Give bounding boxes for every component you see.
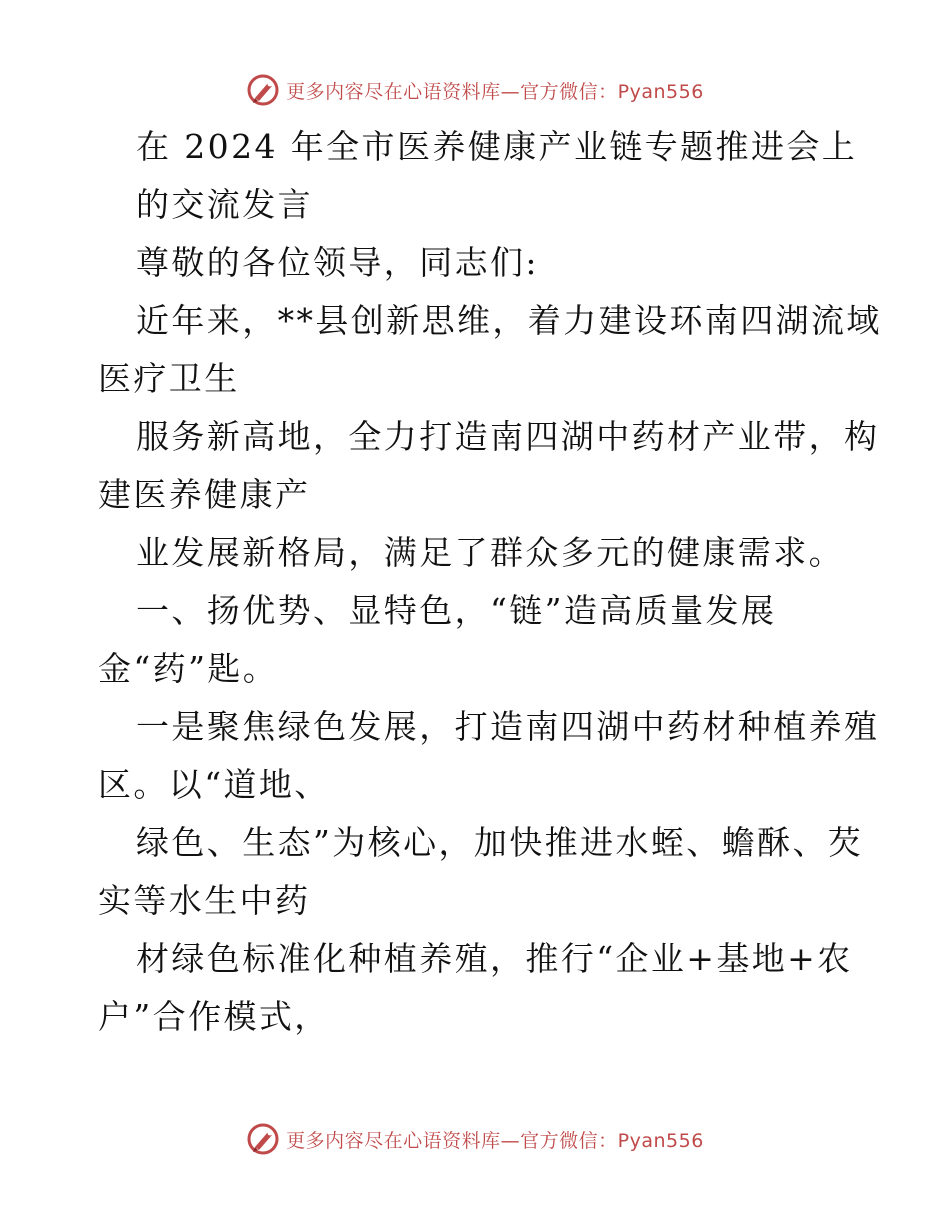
doc-paragraph-line: 绿色、生态”为核心，加快推进水蛭、蟾酥、芡: [136, 823, 864, 862]
pen-logo-icon: [246, 1122, 280, 1156]
doc-paragraph-line: 材绿色标准化种植养殖，推行“企业+基地+农: [136, 939, 853, 978]
doc-paragraph-line: 近年来，**县创新思维，着力建设环南四湖流域: [136, 301, 882, 340]
watermark-bottom: [0, 1119, 950, 1159]
watermark-text: 更多内容尽在心语资料库—官方微信：Pyan556: [286, 1129, 704, 1152]
doc-section-heading: 一、扬优势、显特色，“链”造高质量发展: [136, 591, 777, 630]
doc-title-line-1: 在 2024 年全市医养健康产业链专题推进会上: [136, 127, 858, 166]
doc-paragraph-line: 服务新高地，全力打造南四湖中药材产业带，构: [136, 417, 880, 456]
document-body: [98, 118, 882, 1046]
doc-paragraph-line: 一是聚焦绿色发展，打造南四湖中药材种植养殖: [136, 707, 880, 746]
doc-paragraph-line: 区。以“道地、: [98, 765, 330, 804]
watermark-top: [0, 70, 950, 110]
doc-paragraph-line: 建医养健康产: [98, 475, 311, 514]
watermark-text: 更多内容尽在心语资料库—官方微信：Pyan556: [286, 80, 704, 103]
doc-title-line-2: 的交流发言: [136, 185, 313, 224]
doc-paragraph-line: 医疗卫生: [98, 359, 240, 398]
pen-logo-icon: [246, 73, 280, 107]
doc-salutation: 尊敬的各位领导，同志们:: [136, 243, 539, 282]
doc-section-heading-cont: 金“药”匙。: [98, 649, 279, 688]
doc-paragraph-line: 实等水生中药: [98, 881, 311, 920]
doc-paragraph-line: 业发展新格局，满足了群众多元的健康需求。: [136, 533, 844, 572]
doc-paragraph-line: 户”合作模式，: [98, 997, 330, 1036]
